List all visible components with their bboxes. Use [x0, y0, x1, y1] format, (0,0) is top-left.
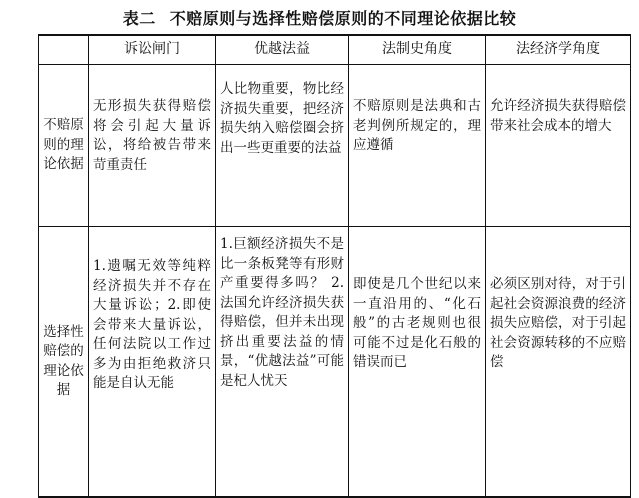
table-cell: 人比物重要，物比经济损失重要，把经济损失纳入赔偿圈会挤出一些更重要的法益 — [216, 65, 349, 227]
row-header-selective-compensation: 选择性赔偿的理论依据 — [39, 227, 89, 498]
column-header-law-economics: 法经济学角度 — [486, 35, 631, 65]
column-header-legal-history: 法制史角度 — [349, 35, 486, 65]
row-header-no-compensation: 不赔原则的理论依据 — [39, 65, 89, 227]
table-cell: 1.遗嘱无效等纯粹经济损失并不存在大量诉讼；2.即使会带来大量诉讼，任何法院以工作过多为由拒绝救济只能是自认无能 — [89, 227, 216, 498]
column-header-litigation-gate: 诉讼闸门 — [89, 35, 216, 65]
table-title: 不赔原则与选择性赔偿原则的不同理论依据比较 — [169, 9, 517, 28]
table-cell: 1.巨额经济损失不是比一条板凳等有形财产重要得多吗？ 2.法国允许经济损失获得赔偿，但并未出现挤出重要法益的情景，“优越法益”可能是杞人忧天 — [216, 227, 349, 498]
table-cell: 即使是几个世纪以来一直沿用的、“化石般”的古老规则也很可能不过是化石般的错误而已 — [349, 227, 486, 498]
table-number: 表二 — [122, 9, 156, 28]
corner-cell — [39, 35, 89, 65]
table-cell: 必须区别对待，对于引起社会资源浪费的经济损失应赔偿，对于引起社会资源转移的不应赔偿 — [486, 227, 631, 498]
table-cell: 无形损失获得赔偿将会引起大量诉讼，将给被告带来苛重责任 — [89, 65, 216, 227]
comparison-table — [38, 34, 631, 498]
table-header-row — [39, 35, 631, 65]
table-caption — [0, 6, 639, 29]
table-row — [39, 65, 631, 227]
table-cell: 允许经济损失获得赔偿带来社会成本的增大 — [486, 65, 631, 227]
table-cell: 不赔原则是法典和古老判例所规定的，理应遵循 — [349, 65, 486, 227]
table-row — [39, 227, 631, 498]
column-header-superior-interest: 优越法益 — [216, 35, 349, 65]
